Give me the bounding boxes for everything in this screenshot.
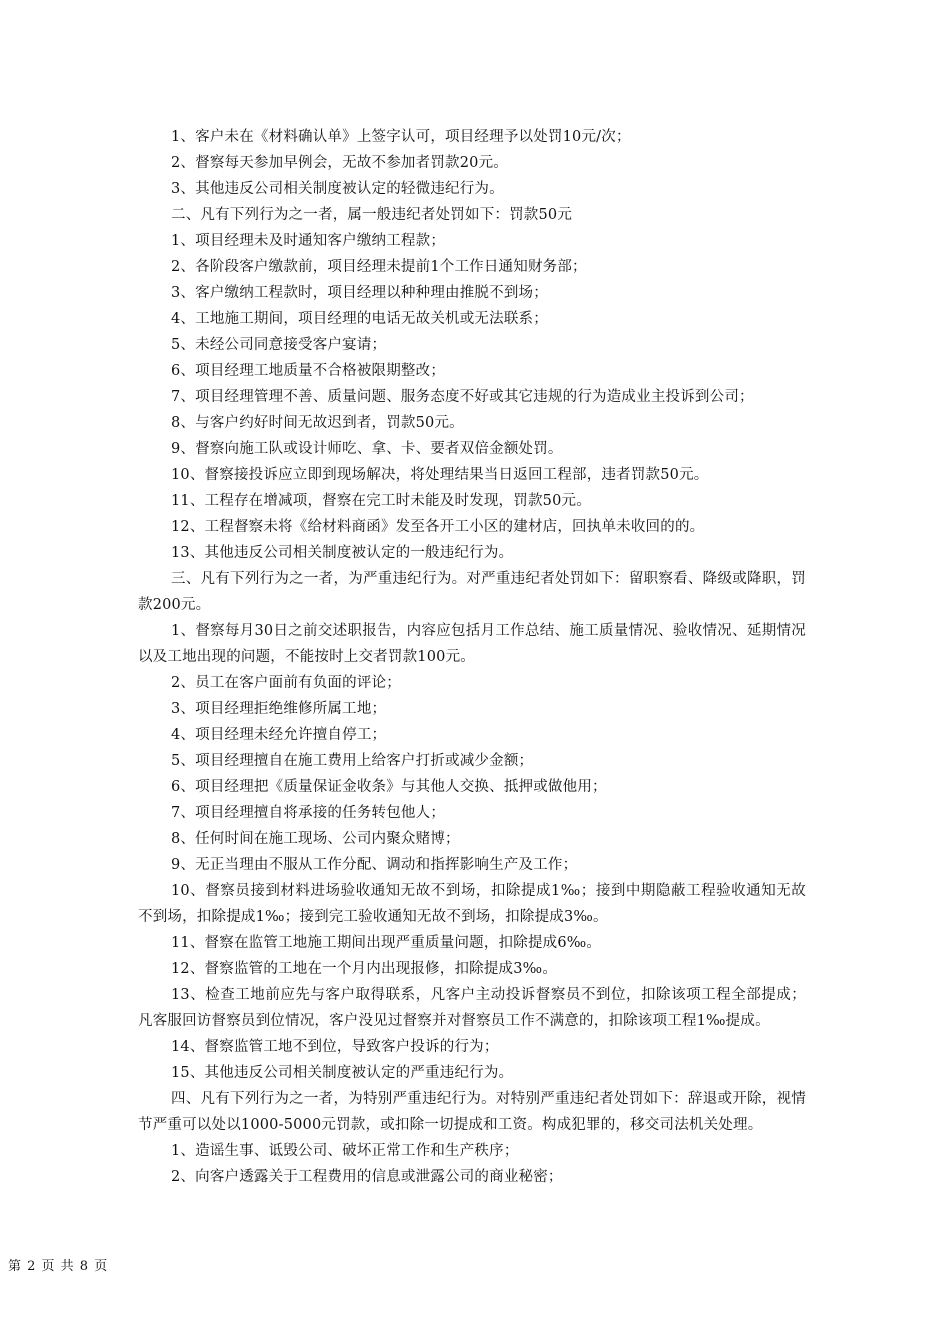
paragraph: 6、项目经理把《质量保证金收条》与其他人交换、抵押或做他用；	[171, 779, 607, 795]
paragraph: 2、督察每天参加早例会，无故不参加者罚款20元。	[171, 155, 508, 171]
paragraph: 3、其他违反公司相关制度被认定的轻微违纪行为。	[171, 181, 504, 197]
paragraph: 8、任何时间在施工现场、公司内聚众赌博；	[171, 831, 460, 847]
paragraph: 1、造谣生事、诋毁公司、破坏正常工作和生产秩序；	[171, 1143, 519, 1159]
paragraph: 4、项目经理未经允许擅自停工；	[171, 727, 387, 743]
section-heading: 三、凡有下列行为之一者，为严重违纪行为。对严重违纪者处罚如下：留职察看、降级或降职，罚款200元。	[138, 571, 806, 613]
paragraph: 13、其他违反公司相关制度被认定的一般违纪行为。	[171, 545, 514, 561]
paragraph: 2、员工在客户面前有负面的评论；	[171, 675, 401, 691]
paragraph: 13、检查工地前应先与客户取得联系，凡客户主动投诉督察员不到位，扣除该项工程全部提成；凡客服回访督察员到位情况，客户没见过督察并对督察员工作不满意的，扣除该项工程1‰提成。	[138, 987, 806, 1029]
document-body	[138, 124, 806, 1190]
paragraph: 8、与客户约好时间无故迟到者，罚款50元。	[171, 415, 464, 431]
paragraph: 14、督察监管工地不到位，导致客户投诉的行为；	[171, 1039, 499, 1055]
paragraph: 12、督察监管的工地在一个月内出现报修，扣除提成3‰。	[171, 961, 558, 977]
paragraph: 7、项目经理擅自将承接的任务转包他人；	[171, 805, 446, 821]
paragraph: 3、项目经理拒绝维修所属工地；	[171, 701, 387, 717]
paragraph: 6、项目经理工地质量不合格被限期整改；	[171, 363, 446, 379]
paragraph: 7、项目经理管理不善、质量问题、服务态度不好或其它违规的行为造成业主投诉到公司；	[171, 389, 754, 405]
paragraph: 10、督察接投诉应立即到现场解决，将处理结果当日返回工程部，违者罚款50元。	[171, 467, 709, 483]
paragraph: 1、项目经理未及时通知客户缴纳工程款；	[171, 233, 446, 249]
paragraph: 4、工地施工期间，项目经理的电话无故关机或无法联系；	[171, 311, 548, 327]
section-heading: 四、凡有下列行为之一者，为特别严重违纪行为。对特别严重违纪者处罚如下：辞退或开除，视情节严重可以处以1000-5000元罚款，或扣除一切提成和工资。构成犯罪的，移交司法机关处理。	[138, 1091, 806, 1133]
page-footer: 第 2 页 共 8 页	[8, 1259, 109, 1274]
paragraph: 3、客户缴纳工程款时，项目经理以种种理由推脱不到场；	[171, 285, 548, 301]
paragraph: 9、无正当理由不服从工作分配、调动和指挥影响生产及工作；	[171, 857, 578, 873]
paragraph: 9、督察向施工队或设计师吃、拿、卡、要者双倍金额处罚。	[171, 441, 563, 457]
paragraph: 5、项目经理擅自在施工费用上给客户打折或减少金额；	[171, 753, 534, 769]
paragraph: 15、其他违反公司相关制度被认定的严重违纪行为。	[171, 1065, 514, 1081]
paragraph: 10、督察员接到材料进场验收通知无故不到场，扣除提成1‰；接到中期隐蔽工程验收通知无故不到场，扣除提成1‰；接到完工验收通知无故不到场，扣除提成3‰。	[138, 883, 806, 925]
paragraph: 11、工程存在增减项，督察在完工时未能及时发现，罚款50元。	[171, 493, 591, 509]
paragraph: 1、客户未在《材料确认单》上签字认可，项目经理予以处罚10元/次；	[171, 129, 631, 145]
paragraph: 11、督察在监管工地施工期间出现严重质量问题，扣除提成6‰。	[171, 935, 602, 951]
paragraph: 2、各阶段客户缴款前，项目经理未提前1个工作日通知财务部；	[171, 259, 587, 275]
paragraph: 1、督察每月30日之前交述职报告，内容应包括月工作总结、施工质量情况、验收情况、延期情况以及工地出现的问题，不能按时上交者罚款100元。	[138, 623, 806, 665]
paragraph: 5、未经公司同意接受客户宴请；	[171, 337, 387, 353]
section-heading: 二、凡有下列行为之一者，属一般违纪者处罚如下：罚款50元	[171, 207, 573, 223]
paragraph: 12、工程督察未将《给材料商函》发至各开工小区的建材店，回执单未收回的的。	[171, 519, 705, 535]
paragraph: 2、向客户透露关于工程费用的信息或泄露公司的商业秘密；	[171, 1169, 563, 1185]
